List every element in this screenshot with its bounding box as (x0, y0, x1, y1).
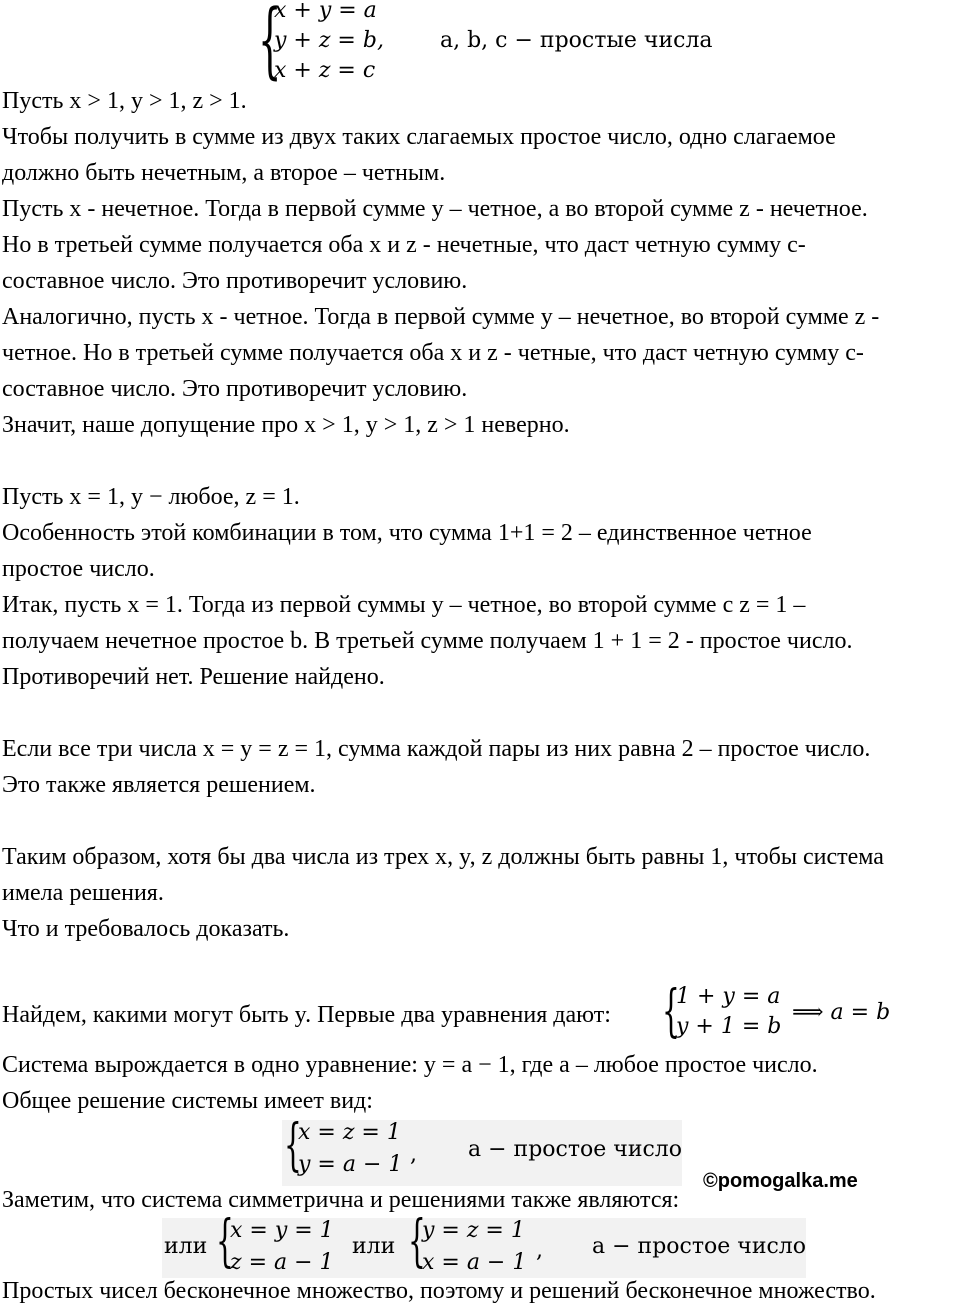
text-line: Итак, пусть x = 1. Тогда из первой суммы y – четное, во второй сумме с z = 1 – (2, 592, 806, 618)
find-implies: ⟹ a = b (792, 1000, 891, 1025)
text-line: Аналогично, пусть x - четное. Тогда в первой сумме y – нечетное, во второй сумме z - (2, 304, 880, 330)
text-line: Простых чисел бесконечное множество, поэтому и решений бесконечное множество. (2, 1278, 876, 1304)
text-line: должно быть нечетным, а второе – четным. (2, 160, 446, 186)
find-eq-1: 1 + y = a (676, 984, 781, 1009)
text-line: Значит, наше допущение про x > 1, y > 1, z > 1 неверно. (2, 412, 570, 438)
find-eq-2: y + 1 = b (676, 1014, 782, 1039)
text-line: имела решения. (2, 880, 164, 906)
text-line: Пусть x = 1, y − любое, z = 1. (2, 484, 300, 510)
text-line: Заметим, что система симметрична и решениями также являются: (2, 1187, 680, 1213)
text-line: Чтобы получить в сумме из двух таких слагаемых простое число, одно слагаемое (2, 124, 836, 150)
text-line: Это также является решением. (2, 772, 316, 798)
text-line: Но в третьей сумме получается оба x и z - нечетные, что даст четную сумму c- (2, 232, 806, 258)
text-line: Если все три числа x = y = z = 1, сумма каждой пары из них равна 2 – простое число. (2, 736, 871, 762)
or-label-1: или (164, 1234, 208, 1259)
left-brace-icon: { (408, 1209, 426, 1274)
text-line: Таким образом, хотя бы два числа из трех x, y, z должны быть равны 1, чтобы система (2, 844, 884, 870)
header-eq-2: y + z = b, (274, 28, 384, 53)
text-line: Что и требовалось доказать. (2, 916, 290, 942)
general-comma: , (410, 1142, 417, 1167)
general-eq-2: y = a − 1 (298, 1152, 403, 1177)
header-eq-1: x + y = a (274, 0, 377, 23)
text-line: четное. Но в третьей сумме получается оба x и z - четные, что даст четную сумму c- (2, 340, 864, 366)
sym-note: a − простое число (592, 1234, 807, 1259)
text-line: Общее решение системы имеет вид: (2, 1088, 373, 1114)
left-brace-icon: { (284, 1113, 302, 1178)
sym1-eq-2: z = a − 1 (230, 1250, 334, 1275)
sym2-eq-2: x = a − 1 (422, 1250, 527, 1275)
left-brace-icon: { (258, 0, 282, 88)
watermark: ©pomogalka.me (703, 1170, 858, 1192)
text-line: Система вырождается в одно уравнение: y = a − 1, где a – любое простое число. (2, 1052, 818, 1078)
text-line: составное число. Это противоречит условию. (2, 268, 468, 294)
text-line: Пусть x - нечетное. Тогда в первой сумме y – четное, а во второй сумме z - нечетное. (2, 196, 868, 222)
text-line: Противоречий нет. Решение найдено. (2, 664, 385, 690)
text-line: Найдем, какими могут быть y. Первые два уравнения дают: (2, 1002, 611, 1028)
sym-comma: , (536, 1238, 543, 1263)
left-brace-icon: { (662, 979, 680, 1044)
left-brace-icon: { (216, 1209, 234, 1274)
sym1-eq-1: x = y = 1 (230, 1218, 334, 1243)
text-line: Особенность этой комбинации в том, что сумма 1+1 = 2 – единственное четное (2, 520, 812, 546)
text-line: составное число. Это противоречит условию. (2, 376, 468, 402)
text-line: Пусть x > 1, y > 1, z > 1. (2, 88, 247, 114)
text-line: простое число. (2, 556, 155, 582)
or-label-2: или (352, 1234, 396, 1259)
text-line: получаем нечетное простое b. В третьей сумме получаем 1 + 1 = 2 - простое число. (2, 628, 853, 654)
sym2-eq-1: y = z = 1 (422, 1218, 525, 1243)
header-eq-3: x + z = c (274, 58, 376, 83)
general-eq-1: x = z = 1 (298, 1120, 401, 1145)
general-note: a − простое число (468, 1137, 683, 1162)
header-note: a, b, c − простые числа (440, 28, 713, 53)
